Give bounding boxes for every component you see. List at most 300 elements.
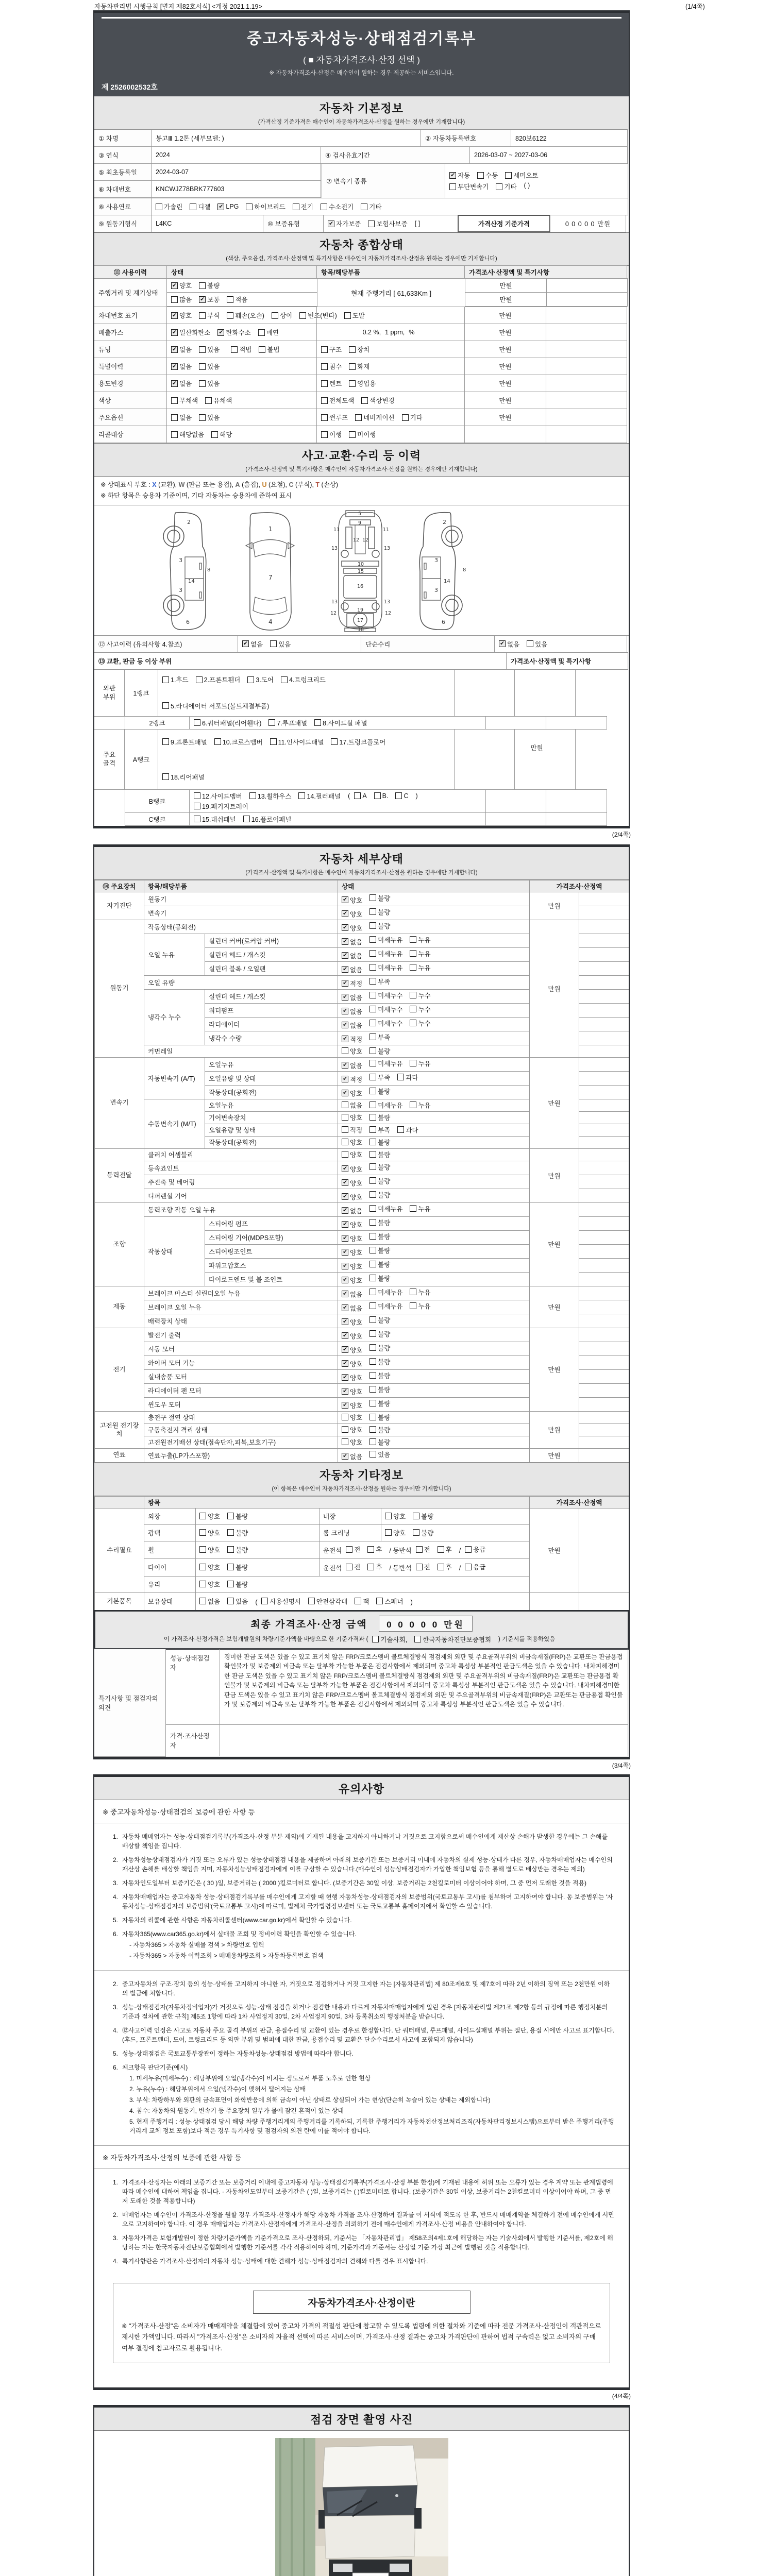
checkbox[interactable] <box>369 908 376 915</box>
checkbox[interactable] <box>270 738 277 745</box>
form-reference-note: 자동차관리법 시행규칙 [별지 제82호서식] <개정 2021.1.19> <box>94 3 262 10</box>
check-item: ✔ 양호 <box>342 1387 362 1396</box>
checkbox[interactable] <box>299 312 306 319</box>
checkbox[interactable] <box>369 1330 376 1337</box>
checkbox[interactable] <box>369 1438 376 1445</box>
price-cell: 만원 <box>530 1286 579 1328</box>
item-label: 작동상태(공회전) <box>144 920 338 934</box>
checkbox[interactable] <box>346 1546 352 1553</box>
checkbox[interactable]: ✔ <box>342 1263 348 1269</box>
checkbox[interactable]: ✔ <box>342 994 348 1001</box>
checkbox[interactable] <box>369 1400 376 1406</box>
checkbox[interactable]: ✔ <box>342 938 348 945</box>
checkbox[interactable] <box>410 992 416 998</box>
checkbox[interactable] <box>416 1546 423 1553</box>
checkbox[interactable] <box>385 1529 392 1536</box>
checkbox[interactable] <box>227 1564 234 1570</box>
checkbox[interactable] <box>372 1636 379 1642</box>
checkbox[interactable]: ✔ <box>171 380 178 387</box>
checkbox[interactable] <box>190 204 196 210</box>
check-item: 15.대쉬패널 <box>194 815 236 824</box>
checkbox[interactable] <box>349 363 356 370</box>
item-label: 브레이크 마스터 실린더오일 누유 <box>144 1286 338 1300</box>
check-item: 없음 <box>171 413 192 422</box>
checkbox[interactable] <box>246 204 253 210</box>
checkbox[interactable] <box>410 1060 416 1066</box>
checkbox[interactable] <box>369 1247 376 1253</box>
field-engine-type: ⑨ 원동기형식 <box>94 215 152 232</box>
note-cell <box>579 961 629 975</box>
checkbox[interactable]: ✔ <box>342 1360 348 1367</box>
notice-groupB <box>94 1970 629 2145</box>
checkbox[interactable] <box>369 1020 376 1026</box>
check-item: 누유 <box>410 949 430 958</box>
checkbox[interactable] <box>369 1047 376 1054</box>
checkbox[interactable] <box>369 1074 376 1080</box>
device-label: 전기 <box>95 1328 144 1411</box>
checkbox[interactable] <box>369 1033 376 1040</box>
checkbox[interactable] <box>355 414 362 421</box>
segment-text: [ ] <box>414 220 421 227</box>
checkbox[interactable]: ✔ <box>342 1388 348 1395</box>
checkbox[interactable]: ✔ <box>342 1221 348 1228</box>
svg-text:12: 12 <box>385 610 392 616</box>
checkbox[interactable] <box>438 1564 444 1570</box>
checkbox[interactable]: ✔ <box>342 1374 348 1381</box>
checkbox[interactable]: ✔ <box>342 910 348 917</box>
checkbox[interactable] <box>196 676 203 683</box>
pricing-info-title: 자동차가격조사·산정이란 <box>253 2291 470 2314</box>
checkbox[interactable] <box>369 1261 376 1267</box>
checkbox[interactable] <box>342 1139 348 1145</box>
checkbox[interactable] <box>171 431 178 438</box>
checkbox[interactable]: ✔ <box>342 966 348 973</box>
checkbox[interactable] <box>194 816 200 822</box>
checkbox[interactable] <box>342 1414 348 1420</box>
check-item: 수소전기 <box>321 202 354 211</box>
checkbox[interactable] <box>410 1020 416 1026</box>
checkbox[interactable] <box>342 1114 348 1121</box>
checkbox[interactable] <box>369 894 376 901</box>
check-item: ✔ 탄화수소 <box>217 328 250 337</box>
svg-text:2: 2 <box>443 518 446 526</box>
checkbox[interactable] <box>369 1372 376 1379</box>
checkbox[interactable] <box>361 397 368 404</box>
checkbox[interactable] <box>342 1426 348 1433</box>
checkbox[interactable] <box>227 1546 234 1553</box>
checkbox[interactable] <box>346 1564 352 1570</box>
checkbox[interactable]: ✔ <box>342 1036 348 1042</box>
checkbox[interactable] <box>397 1074 404 1080</box>
checkbox[interactable] <box>369 1088 376 1094</box>
checkbox[interactable] <box>368 221 375 227</box>
checkbox[interactable] <box>369 1139 376 1145</box>
checkbox[interactable] <box>342 1438 348 1445</box>
check-item: ✔ 없음 <box>342 1452 362 1461</box>
checkbox[interactable] <box>369 1006 376 1012</box>
checkbox[interactable]: ✔ <box>342 1179 348 1186</box>
checkbox[interactable] <box>410 964 416 971</box>
checkbox[interactable] <box>162 738 169 745</box>
etc-info-header: 자동차 기타정보 (이 항목은 매수인이 자동차가격조사·산정을 원하는 경우에만 기재합니다) <box>94 1463 629 1496</box>
check-item: 불량 <box>369 1385 390 1394</box>
checkbox[interactable] <box>410 950 416 957</box>
svg-text:3: 3 <box>179 586 182 594</box>
checkbox[interactable]: ✔ <box>342 1207 348 1214</box>
checkbox[interactable] <box>355 1598 361 1604</box>
checkbox[interactable] <box>321 380 328 387</box>
checkbox[interactable]: ✔ <box>342 1165 348 1172</box>
checkbox[interactable]: ✔ <box>342 1235 348 1242</box>
checkbox[interactable] <box>199 1581 206 1587</box>
final-appraisal-label: 최종 가격조사·산정 금액 <box>250 1619 367 1630</box>
checkbox[interactable] <box>361 204 367 210</box>
checkbox[interactable] <box>227 1581 234 1587</box>
state-cell <box>338 906 530 920</box>
checkbox[interactable]: ✔ <box>342 1291 348 1297</box>
checkbox[interactable] <box>227 312 233 319</box>
checkbox[interactable] <box>199 346 206 353</box>
checkbox[interactable] <box>194 792 200 799</box>
check-item: 적법 <box>231 345 251 354</box>
checkbox[interactable]: ✔ <box>171 329 178 336</box>
checkbox[interactable] <box>331 738 338 745</box>
checkbox[interactable]: ✔ <box>342 896 348 903</box>
checkbox[interactable] <box>369 1177 376 1184</box>
value-vin: KNCWJZ78BRK777603 <box>151 180 321 198</box>
check-item: 많음 <box>171 295 192 304</box>
overall-row: 색상 무채색 유채색 전체도색 색상변경 만원 <box>94 392 629 409</box>
final-appraisal-amount: 0 0 0 0 0 만원 <box>379 1616 473 1632</box>
state-cell <box>338 1397 530 1411</box>
checkbox[interactable] <box>259 346 265 353</box>
checkbox[interactable] <box>349 346 356 353</box>
check-item: 미세누유 <box>369 1204 402 1213</box>
checkbox[interactable]: ✔ <box>342 1008 348 1014</box>
check-item: 화재 <box>349 362 369 371</box>
checkbox[interactable] <box>465 1564 472 1570</box>
check-item: 보험사보증 <box>368 219 407 228</box>
checkbox[interactable] <box>496 183 502 190</box>
rank-row: B랭크 12.사이드멤버 13.휠하우스 14.필러패널 ( A B. C ) 19.패키지트레이 <box>94 790 629 813</box>
check-item: 11.인사이드패널 <box>270 737 324 747</box>
checkbox[interactable] <box>321 431 328 438</box>
check-item: 침수 <box>321 362 342 371</box>
checkbox[interactable] <box>214 738 221 745</box>
checkbox[interactable] <box>231 346 238 353</box>
etc-info-table: 항목 가격조사·산정액 수리필요 외장 양호 불량 내장 양호 불량 만원 광택 양호 불량 룸 크리닝 양호 불량 휠 양호 불량 운전석 전 후 / 동반석 전 후 / 응급 타이어 양호 불량 운전석 전 후 / 동반석 전 후 / 응급 유리 양호 불량 기본품목 보유상태 없음 있음 ( 사용설명서 안전삼각대 잭 스패너 ) <box>94 1496 629 1611</box>
checkbox[interactable] <box>298 792 305 799</box>
checkbox[interactable] <box>369 1451 376 1458</box>
panel-table <box>94 670 629 826</box>
check-item: 미세누유 <box>369 935 402 944</box>
checkbox[interactable] <box>410 936 416 943</box>
price-cell: 만원 <box>530 1411 579 1448</box>
check-item: 불량 <box>369 1425 390 1434</box>
checkbox[interactable]: ✔ <box>328 221 334 227</box>
checkbox[interactable] <box>342 1101 348 1108</box>
detail-row <box>95 1328 629 1342</box>
rank-row: 외판 부위 1랭크 1.후드 2.프론트휀더 3.도어 4.트렁크리드 5.라디에이터 서포트(볼트체결부품) <box>94 670 629 717</box>
checkbox[interactable] <box>349 431 356 438</box>
checkbox[interactable]: ✔ <box>342 1453 348 1460</box>
checkbox[interactable] <box>171 296 178 303</box>
checkbox[interactable] <box>505 172 512 179</box>
checkbox[interactable]: ✔ <box>171 312 178 319</box>
checkbox[interactable] <box>162 773 169 780</box>
checkbox[interactable] <box>194 803 200 809</box>
price-cell: 만원 <box>530 1328 579 1411</box>
detail-row <box>95 892 629 906</box>
checkbox[interactable] <box>410 1289 416 1295</box>
checkbox[interactable] <box>369 1358 376 1365</box>
checkbox[interactable] <box>205 397 212 404</box>
legend-symbol: X <box>152 481 157 488</box>
checkbox[interactable] <box>410 1205 416 1212</box>
checkbox[interactable] <box>321 414 328 421</box>
checkbox[interactable] <box>281 676 288 683</box>
checkbox[interactable] <box>367 1546 374 1553</box>
checkbox[interactable] <box>199 1546 206 1553</box>
checkbox[interactable]: ✔ <box>342 1402 348 1409</box>
svg-text:3: 3 <box>434 586 438 594</box>
price-cell: 만원 <box>530 1202 579 1286</box>
checkbox[interactable] <box>369 936 376 943</box>
checkbox[interactable] <box>199 1598 206 1604</box>
checkbox[interactable] <box>171 414 178 421</box>
checkbox[interactable] <box>369 922 376 929</box>
checkbox[interactable] <box>342 1126 348 1133</box>
note-cell <box>579 1286 629 1300</box>
check-item: ✔ 자동 <box>449 171 470 180</box>
checkbox[interactable] <box>438 1546 444 1553</box>
checkbox[interactable] <box>477 172 484 179</box>
check-item: 불량 <box>227 1528 248 1537</box>
check-item: 누유 <box>410 1301 430 1311</box>
checkbox[interactable] <box>369 1275 376 1281</box>
checkbox[interactable] <box>227 296 233 303</box>
detail-row <box>95 1411 629 1423</box>
checkbox[interactable] <box>261 1598 268 1604</box>
checkbox[interactable] <box>314 719 321 726</box>
checkbox[interactable] <box>369 1060 376 1066</box>
value-first-reg: 2024-03-07 <box>151 163 321 181</box>
checkbox[interactable] <box>199 1529 206 1536</box>
checkbox[interactable] <box>199 380 206 387</box>
checkbox[interactable] <box>199 1564 206 1570</box>
checkbox[interactable] <box>321 363 328 370</box>
checkbox[interactable]: ✔ <box>199 296 206 303</box>
checkbox[interactable] <box>270 640 277 647</box>
etc-row: 수리필요 외장 양호 불량 내장 양호 불량 만원 <box>95 1508 629 1524</box>
overall-state-header: 자동차 종합상태 (색상, 주요옵션, 가격조사·산정액 및 특기사항은 매수인이 자동차가격조사·산정을 원하는 경우에만 기재합니다) <box>94 232 629 266</box>
checkbox[interactable] <box>162 702 169 709</box>
checkbox[interactable]: ✔ <box>342 1332 348 1339</box>
checkbox[interactable] <box>369 1219 376 1226</box>
note-cell <box>579 1216 629 1230</box>
check-item: 불량 <box>369 1190 390 1199</box>
check-item: 1.후드 <box>162 675 189 684</box>
item-label: 실내송풍 모터 <box>144 1369 338 1383</box>
checkbox[interactable] <box>369 1316 376 1323</box>
checkbox[interactable] <box>342 1047 348 1054</box>
checkbox[interactable] <box>349 380 356 387</box>
checkbox[interactable] <box>199 363 206 370</box>
checkbox[interactable] <box>227 1529 234 1536</box>
checkbox[interactable] <box>413 1529 419 1536</box>
checkbox[interactable] <box>321 346 328 353</box>
checkbox[interactable] <box>342 1151 348 1158</box>
checkbox[interactable] <box>369 992 376 998</box>
checkbox[interactable] <box>369 1126 376 1133</box>
checkbox[interactable] <box>367 1564 374 1570</box>
checkbox[interactable]: ✔ <box>342 1346 348 1353</box>
checkbox[interactable] <box>258 329 265 336</box>
checkbox[interactable] <box>410 1302 416 1309</box>
checkbox[interactable] <box>249 792 256 799</box>
detail-row <box>95 1148 629 1161</box>
checkbox[interactable]: ✔ <box>342 1318 348 1325</box>
checkbox[interactable]: ✔ <box>217 204 224 210</box>
checkbox[interactable] <box>369 1386 376 1393</box>
check-item: ✔ 양호 <box>342 1178 362 1188</box>
checkbox[interactable] <box>369 1114 376 1121</box>
checkbox[interactable] <box>369 1426 376 1433</box>
checkbox[interactable] <box>199 1513 206 1519</box>
svg-text:19: 19 <box>357 607 364 613</box>
checkbox[interactable] <box>211 431 218 438</box>
checkbox[interactable]: ✔ <box>342 980 348 987</box>
note-cell <box>579 1314 629 1328</box>
checkbox[interactable] <box>410 1101 416 1108</box>
checkbox[interactable] <box>410 1006 416 1012</box>
checkbox[interactable] <box>227 1513 234 1519</box>
checkbox[interactable] <box>272 312 278 319</box>
check-item: 불량 <box>369 1343 390 1352</box>
checkbox[interactable] <box>369 1289 376 1295</box>
checkbox[interactable]: ✔ <box>242 640 249 647</box>
checkbox[interactable] <box>527 640 533 647</box>
checkbox[interactable] <box>321 204 327 210</box>
checkbox[interactable] <box>413 1513 419 1519</box>
checkbox[interactable] <box>416 1564 423 1570</box>
check-item: 색상변경 <box>361 396 394 405</box>
checkbox[interactable] <box>199 414 206 421</box>
checkbox[interactable] <box>369 1344 376 1351</box>
checkbox[interactable] <box>171 397 178 404</box>
checkbox[interactable] <box>156 204 162 210</box>
check-item: 6.쿼터패널(리어휀다) <box>194 718 261 727</box>
checkbox[interactable]: ✔ <box>171 346 178 353</box>
checkbox[interactable]: ✔ <box>342 924 348 931</box>
check-item: 양호 <box>342 1425 362 1434</box>
checkbox[interactable]: ✔ <box>342 1090 348 1096</box>
check-item: 기타 <box>496 182 516 191</box>
checkbox[interactable] <box>369 1233 376 1240</box>
item-label: 고전원전기배선 상태(접속단자,피복,보호기구) <box>144 1436 338 1448</box>
notice-item: 4. 자동차매매업자는 중고자동차 성능·상태점검기록부를 매수인에게 고지할 때 현행 자동차성능·상태점검자의 보증범위(국토교통부 고시)를 첨부하여 고지하여야 합니다. 동 보증범위는 '자동차성능·상태점검자의 보증범위'(국토교통부 고시)에 따르며, 법제처 국가법령정보센터 또는 국토교통부 홈페이지에서 확인할 수 있습니다. <box>112 1893 613 1910</box>
checkbox[interactable] <box>293 204 299 210</box>
check-item: 불량 <box>369 1176 390 1185</box>
checkbox[interactable] <box>402 414 409 421</box>
checkbox[interactable] <box>369 1191 376 1198</box>
car-diagram-side-right <box>412 510 469 632</box>
checkbox[interactable]: ✔ <box>342 952 348 959</box>
checkbox[interactable] <box>369 964 376 971</box>
checkbox[interactable] <box>247 676 254 683</box>
final-appraisal-note <box>100 1635 623 1644</box>
checkbox[interactable]: ✔ <box>342 1304 348 1311</box>
checkbox[interactable] <box>194 719 200 726</box>
check-item: 불량 <box>369 1087 390 1096</box>
segment-text: 운전석 <box>323 1564 342 1572</box>
item-label: 배력장치 상태 <box>144 1314 338 1328</box>
price-cell: 만원 <box>530 920 579 1057</box>
checkbox[interactable] <box>308 1598 315 1604</box>
checkbox[interactable]: ✔ <box>342 1277 348 1283</box>
checkbox[interactable] <box>449 183 456 190</box>
checkbox[interactable] <box>414 1636 421 1642</box>
check-item: ✔ 양호 <box>342 1220 362 1229</box>
checkbox[interactable] <box>369 978 376 985</box>
check-item: ✔ 양호 <box>342 1192 362 1201</box>
checkbox[interactable] <box>162 676 169 683</box>
item-label: 와이퍼 모터 기능 <box>144 1355 338 1369</box>
checkbox[interactable] <box>199 312 206 319</box>
checkbox[interactable]: ✔ <box>499 640 506 647</box>
checkbox[interactable] <box>227 1598 234 1604</box>
state-cell <box>338 1202 530 1216</box>
checkbox[interactable] <box>369 1414 376 1420</box>
state-cell <box>338 1300 530 1314</box>
checkbox[interactable]: ✔ <box>342 1062 348 1069</box>
checkbox[interactable] <box>199 282 206 289</box>
checkbox[interactable] <box>369 1163 376 1170</box>
checkbox[interactable]: ✔ <box>342 1193 348 1200</box>
sub-label: 오일 누유 <box>144 934 205 975</box>
checkbox[interactable]: ✔ <box>171 363 178 370</box>
checkbox[interactable] <box>397 1126 404 1133</box>
checkbox[interactable]: ✔ <box>171 282 178 289</box>
checkbox[interactable] <box>465 1546 472 1553</box>
checkbox[interactable]: ✔ <box>342 1076 348 1082</box>
notice-item: 5. 성능·상태점검은 국토교통부장관이 정하는 자동차성능·상태점검 방법에 따라야 합니다. <box>112 2049 354 2057</box>
checkbox[interactable] <box>243 816 250 822</box>
svg-text:17: 17 <box>357 617 364 623</box>
etc-row: 타이어 양호 불량 운전석 전 후 / 동반석 전 후 / 응급 <box>95 1558 629 1576</box>
checkbox[interactable]: ✔ <box>342 1022 348 1028</box>
checkbox[interactable] <box>369 1151 376 1158</box>
checkbox[interactable] <box>369 1302 376 1309</box>
appraiser-opinion-text <box>220 1724 628 1756</box>
checkbox[interactable]: ✔ <box>342 1249 348 1256</box>
checkbox[interactable] <box>268 719 275 726</box>
checkbox[interactable] <box>385 1513 392 1519</box>
checkbox[interactable] <box>376 1598 383 1604</box>
checkbox[interactable] <box>374 792 381 799</box>
checkbox[interactable] <box>369 950 376 957</box>
checkbox[interactable] <box>369 1101 376 1108</box>
checkbox[interactable]: ✔ <box>217 329 224 336</box>
checkbox[interactable] <box>321 397 328 404</box>
check-item: 전 <box>416 1545 430 1554</box>
checkbox[interactable] <box>395 792 402 799</box>
check-item: ✔ 양호 <box>342 909 362 919</box>
overall-row: 리콜대상 해당없음 해당 이행 미이행 <box>94 426 629 443</box>
checkbox[interactable] <box>354 792 361 799</box>
checkbox[interactable]: ✔ <box>449 172 456 179</box>
checkbox[interactable] <box>369 1205 376 1212</box>
